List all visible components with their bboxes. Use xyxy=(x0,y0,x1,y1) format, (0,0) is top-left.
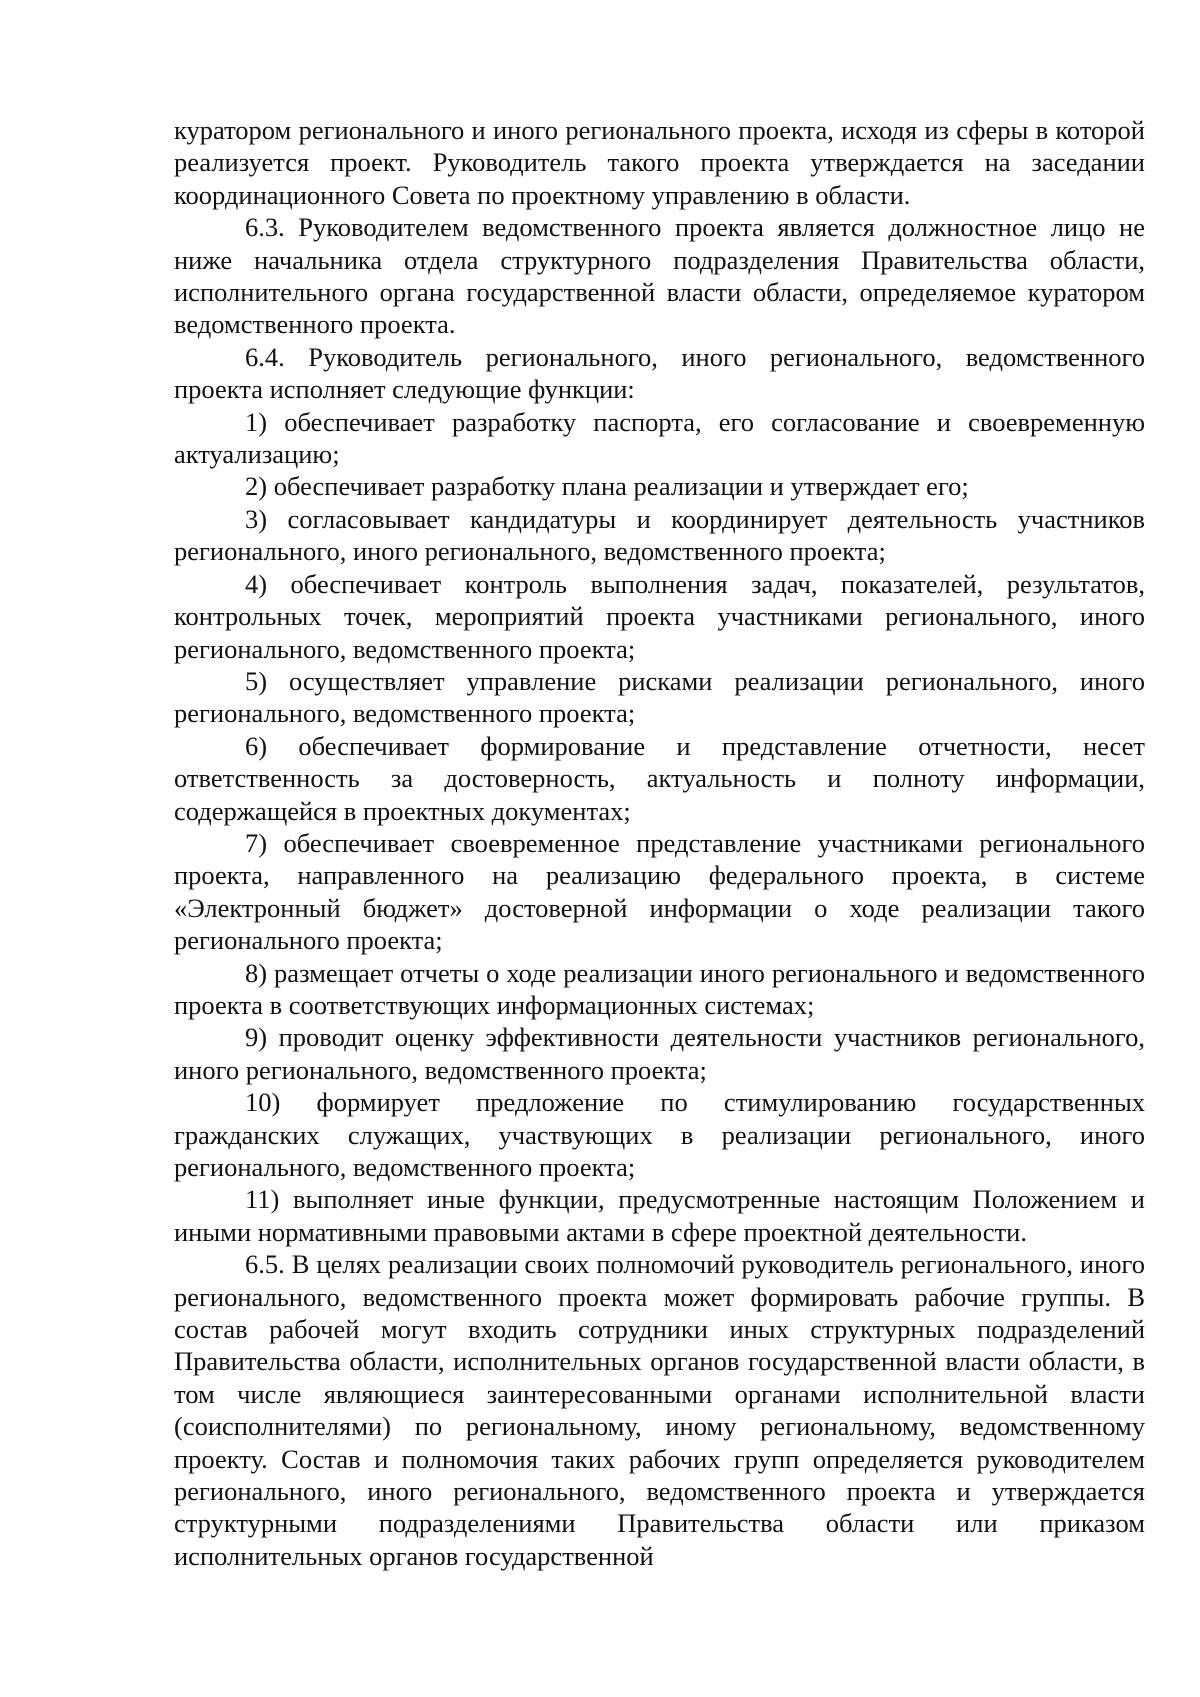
list-item-8: 8) размещает отчеты о ходе реализации иного регионального и ведомственного проекта в соответствующих информационных системах; xyxy=(174,957,1145,1020)
list-item-2: 2) обеспечивает разработку плана реализации и утверждает его; xyxy=(245,471,969,502)
paragraph-6-5: 6.5. В целях реализации своих полномочий руководитель регионального, иного регионального, ведомственного проекта может формировать рабочие группы. В состав рабочей могут входить сотрудники иных структурных подразделений Правительства области, исполнительных органов государственной власти области, в том числе являющиеся заинтересованными органами исполнительной власти (соисполнителями) по региональному, иному региональному, ведомственному проекту. Состав и полномочия таких рабочих групп определяется руководителем регионального, иного регионального, ведомственного проекта и утверждается структурными подразделениями Правительства области или приказом исполнительных органов государственной xyxy=(174,1249,1145,1571)
paragraph-6-3: 6.3. Руководителем ведомственного проекта является должностное лицо не ниже начальника отдела структурного подразделения Правительства области, исполнительного органа государственной власти области, определяемое куратором ведомственного проекта. xyxy=(174,212,1145,340)
list-item-5: 5) осуществляет управление рисками реализации регионального, иного регионального, ведомственного проекта; xyxy=(174,665,1145,729)
document-page xyxy=(174,114,1145,1572)
list-item-9: 9) проводит оценку эффективности деятельности участников регионального, иного регионального, ведомственного проекта; xyxy=(174,1022,1145,1085)
paragraph-continuation: куратором регионального и иного регионального проекта, исходя из сферы в которой реализуется проект. Руководитель такого проекта утверждается на заседании координационного Совета по проектному управлению в области. xyxy=(174,115,1145,210)
list-item-7: 7) обеспечивает своевременное представление участниками регионального проекта, направленного на реализацию федерального проекта, в системе «Электронный бюджет» достоверной информации о ходе реализации такого регионального проекта; xyxy=(174,827,1145,956)
list-item-10: 10) формирует предложение по стимулированию государственных гражданских служащих, участвующих в реализации регионального, иного регионального, ведомственного проекта; xyxy=(174,1087,1145,1182)
list-item-4: 4) обеспечивает контроль выполнения задач, показателей, результатов, контрольных точек, мероприятий проекта участниками регионального, иного регионального, ведомственного проекта; xyxy=(174,568,1145,664)
list-item-11: 11) выполняет иные функции, предусмотренные настоящим Положением и иными нормативными правовыми актами в сфере проектной деятельности. xyxy=(174,1184,1145,1247)
list-item-1: 1) обеспечивает разработку паспорта, его согласование и своевременную актуализацию; xyxy=(174,406,1145,470)
list-item-6: 6) обеспечивает формирование и представление отчетности, несет ответственность за достоверность, актуальность и полноту информации, содержащейся в проектных документах; xyxy=(174,730,1145,826)
list-item-3: 3) согласовывает кандидатуры и координирует деятельность участников регионального, иного регионального, ведомственного проекта; xyxy=(174,503,1145,567)
paragraph-6-4: 6.4. Руководитель регионального, иного регионального, ведомственного проекта исполняет следующие функции: xyxy=(174,341,1145,405)
